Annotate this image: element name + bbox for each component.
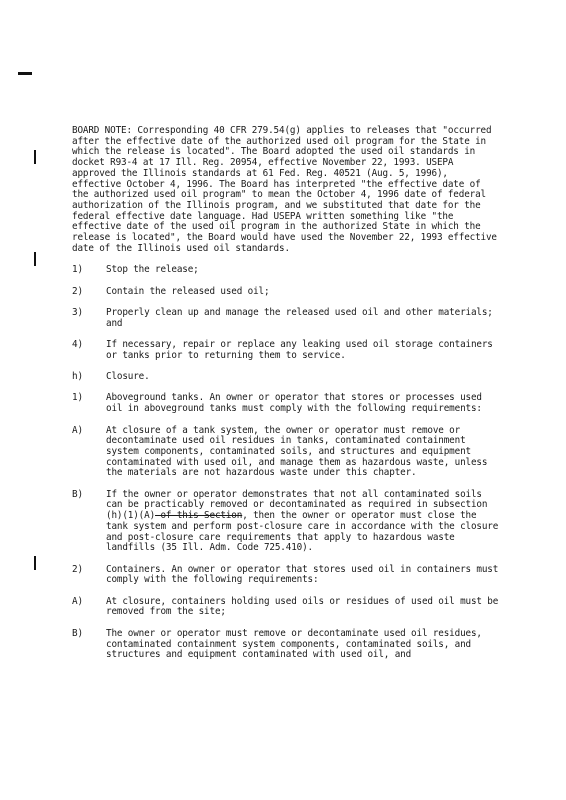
item-text: If necessary, repair or replace any leaking used oil storage containers or tanks prior to returning them to service. — [106, 339, 493, 361]
item-text — [106, 490, 502, 554]
item-text-after: , then the owner or operator must close the tank system and perform post-closure care in accordance with the closure and post-closure care requirements that apply to hazardous waste landfills (35 Ill. Adm. Code 725.410). — [106, 510, 499, 554]
list-item — [72, 308, 502, 329]
change-bar — [34, 556, 36, 570]
board-note-label: BOARD NOTE: — [72, 125, 132, 136]
document-body — [72, 126, 502, 672]
list-item — [72, 597, 502, 618]
item-text: Contain the released used oil; — [106, 285, 270, 297]
item-text: Properly clean up and manage the released used oil and other materials; and — [106, 306, 493, 329]
item-text: Closure. — [106, 371, 150, 383]
list-item — [72, 340, 502, 361]
item-label: h) — [72, 371, 83, 383]
item-label: A) — [72, 595, 83, 607]
board-note-text: Corresponding 40 CFR 279.54(g) applies to releases that "occurred after the effective date of the authorized used oil program for the State in which the release is located". The Board adopted the used oil standards in docket R93-4 at 17 Ill. Reg. 20954, effective November 22, 1993. USEPA approved the Illinois standards at 61 Fed. Reg. 40521 (Aug. 5, 1996), effective October 4, 1996. The Board has interpreted "the effective date of the authorized used oil program" to mean the October 4, 1996 date of federal authorization of the Illinois program, and we substituted that date for the federal effective date language. Had USEPA written something like "the effective date of the used oil program in the authorized State in which the release is located", the Board would have used the November 22, 1993 effective date of the Illinois used oil standards. — [72, 125, 497, 254]
change-bar — [34, 252, 36, 266]
change-bar — [34, 150, 36, 164]
list-item — [72, 565, 502, 586]
item-label: 4) — [72, 339, 83, 350]
item-text: Containers. An owner or operator that stores used oil in containers must comply with the following requirements: — [106, 563, 499, 586]
item-label: 1) — [72, 392, 83, 404]
item-label: A) — [72, 424, 83, 436]
item-label: B) — [72, 488, 83, 500]
list-item — [72, 393, 502, 414]
list-item — [72, 287, 502, 298]
list-item — [72, 490, 502, 554]
item-label: 2) — [72, 563, 83, 575]
section-heading — [72, 372, 502, 383]
list-item — [72, 426, 502, 480]
list-item — [72, 629, 502, 661]
item-text: The owner or operator must remove or decontaminate used oil residues, contaminated containment system components, contaminated soils, and structures and equipment contaminated with used oil, and — [106, 627, 482, 661]
item-text: Aboveground tanks. An owner or operator that stores or processes used oil in aboveground tanks must comply with the following requirements: — [106, 392, 482, 415]
item-text-before: If the owner or operator demonstrates that not all contaminated soils can be practicably removed or decontaminated as required in subsection (h)(1)(A) — [106, 488, 488, 522]
item-label: 1) — [72, 264, 83, 276]
item-label: 2) — [72, 285, 83, 297]
item-text: Stop the release; — [106, 264, 199, 276]
list-item — [72, 265, 502, 276]
board-note — [72, 126, 502, 254]
item-label: 3) — [72, 306, 83, 318]
struck-text: of this Section — [155, 510, 243, 522]
item-text: At closure, containers holding used oils or residues of used oil must be removed from the site; — [106, 595, 499, 618]
scan-artifact-mark — [18, 72, 32, 75]
item-text: At closure of a tank system, the owner or operator must remove or decontaminate used oil residues in tanks, contaminated containment system components, contaminated soils, and structures and equipment contaminated with used oil, and manage them as hazardous waste, unless the materials are not hazardous waste under this chapter. — [106, 424, 488, 479]
item-label: B) — [72, 627, 83, 639]
